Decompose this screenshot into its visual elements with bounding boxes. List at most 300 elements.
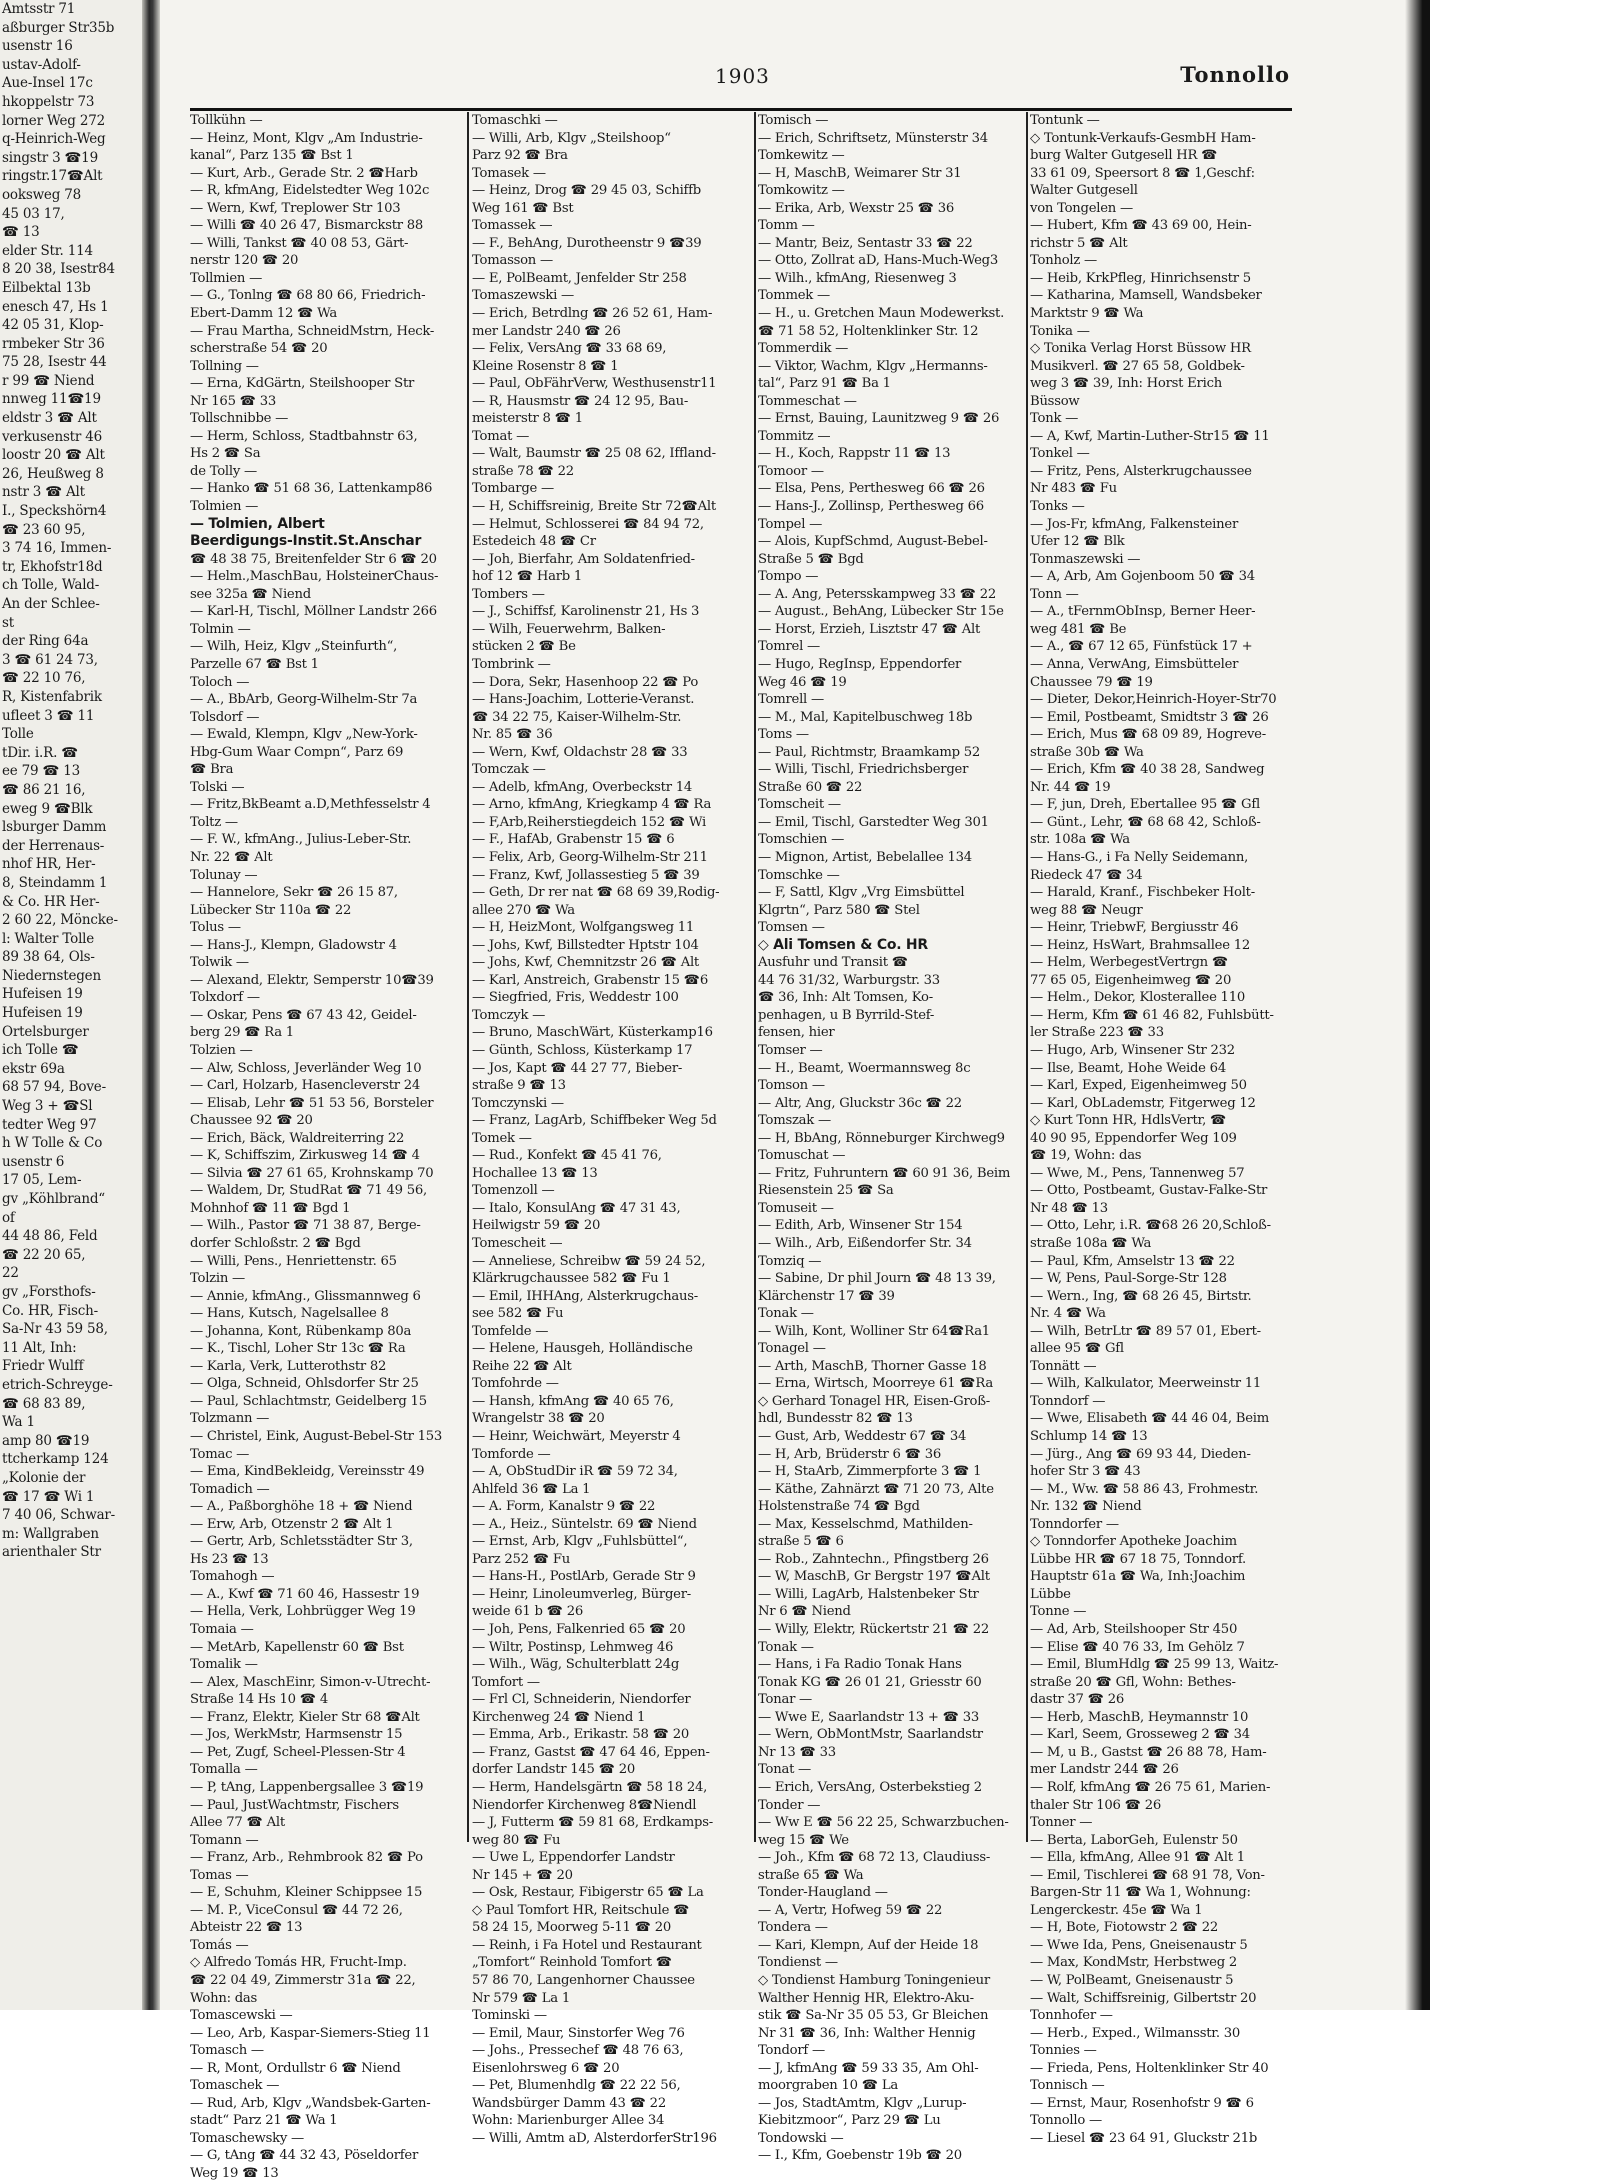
directory-entry: — Hans-H., PostlArb, Gerade Str 9 [472, 1569, 696, 1585]
directory-entry: Tomuschat — [758, 1148, 846, 1164]
directory-entry: Parzelle 67 ☎ Bst 1 [190, 656, 319, 672]
directory-entry: — K., Tischl, Loher Str 13c ☎ Ra [190, 1341, 406, 1357]
directory-entry: Nr 483 ☎ Fu [1030, 481, 1117, 497]
directory-entry: — Ema, KindBekleidg, Vereinsstr 49 [190, 1464, 425, 1480]
directory-entry: hofer Str 3 ☎ 43 [1030, 1464, 1141, 1480]
directory-entry: — Karl-H, Tischl, Möllner Landstr 266 [190, 604, 437, 620]
directory-entry: — Ww E ☎ 56 22 25, Schwarzbuchen- [758, 1815, 1009, 1831]
adjacent-page-line: 2 60 22, Möncke- [2, 912, 118, 929]
directory-entry: — Walt, Schiffsreinig, Gilbertstr 20 [1030, 1990, 1257, 2006]
directory-entry: Marktstr 9 ☎ Wa [1030, 306, 1144, 322]
adjacent-page-line: h W Tolle & Co [2, 1135, 103, 1152]
directory-entry: Tomczak — [472, 762, 546, 778]
directory-entry: 33 61 09, Speersort 8 ☎ 1,Geschf: [1030, 165, 1255, 181]
adjacent-page-line: lorner Weg 272 [2, 112, 105, 129]
directory-entry: — Paul, Richtmstr, Braamkamp 52 [758, 744, 980, 760]
directory-entry: thaler Str 106 ☎ 26 [1030, 1797, 1162, 1813]
adjacent-page-line: 89 38 64, Ols- [2, 949, 95, 966]
directory-entry: Walther Hennig HR, Elektro-Aku- [758, 1990, 974, 2006]
directory-entry: Tollning — [190, 358, 259, 374]
directory-entry: — G, tAng ☎ 44 32 43, Pöseldorfer [190, 2148, 418, 2164]
directory-entry: — Ernst, Bauing, Launitzweg 9 ☎ 26 [758, 411, 1000, 427]
adjacent-page-line: ttcherkamp 124 [2, 1451, 109, 1468]
directory-entry: Tomson — [758, 1078, 825, 1094]
directory-entry: — Siegfried, Fris, Weddestr 100 [472, 990, 679, 1006]
header-rule [190, 108, 1292, 111]
adjacent-page-line: 22 [2, 1265, 19, 1282]
directory-entry: Tominski — [472, 2008, 547, 2024]
directory-entry: Nr 48 ☎ 13 [1030, 1200, 1108, 1216]
directory-entry: — Hella, Verk, Lohbrügger Weg 19 [190, 1604, 416, 1620]
directory-entry: — Johs, Kwf, Billstedter Hptstr 104 [472, 937, 699, 953]
directory-entry: — Herm, Schloss, Stadtbahnstr 63, [190, 428, 418, 444]
directory-entry: — Erna, KdGärtn, Steilshooper Str [190, 376, 415, 392]
directory-entry: Klärkrugchaussee 582 ☎ Fu 1 [472, 1271, 671, 1287]
directory-entry: — Wiltr, Postinsp, Lehmweg 46 [472, 1639, 674, 1655]
directory-entry: Tomassek — [472, 218, 553, 234]
directory-entry: — Reinh, i Fa Hotel und Restaurant [472, 1937, 702, 1953]
directory-entry: — Emil, Maur, Sinstorfer Weg 76 [472, 2025, 685, 2041]
adjacent-page-line: ☎ 22 10 76, [2, 670, 86, 687]
directory-entry: Nr. 4 ☎ Wa [1030, 1306, 1106, 1322]
directory-entry: Mohnhof ☎ 11 ☎ Bgd 1 [190, 1200, 351, 1216]
directory-entry: — Heinz, Drog ☎ 29 45 03, Schiffb [472, 183, 701, 199]
directory-entry: — Bruno, MaschWärt, Küsterkamp16 [472, 1025, 713, 1041]
directory-entry: — Erich, Schriftsetz, Münsterstr 34 [758, 130, 988, 146]
directory-entry: Tonnies — [1030, 2043, 1097, 2059]
directory-entry: — Otto, Zollrat aD, Hans-Much-Weg3 [758, 253, 998, 269]
directory-entry: Tonnätt — [1030, 1358, 1097, 1374]
directory-entry: hdl, Bundesstr 82 ☎ 13 [758, 1411, 913, 1427]
directory-entry: Tonkel — [1030, 446, 1090, 462]
directory-entry: Tolmin — [190, 621, 251, 637]
directory-entry: — Käthe, Zahnärzt ☎ 71 20 73, Alte [758, 1481, 994, 1497]
directory-entry: — Carl, Holzarb, Hasencleverstr 24 [190, 1078, 421, 1094]
directory-entry: — Hans-J., Klempn, Gladowstr 4 [190, 937, 397, 953]
directory-entry: straße 20 ☎ Gfl, Wohn: Bethes- [1030, 1674, 1236, 1690]
adjacent-page-line: l: Walter Tolle [2, 930, 95, 947]
directory-entry: — Frau Martha, SchneidMstrn, Heck- [190, 323, 435, 339]
adjacent-page-line: verkusenstr 46 [2, 428, 103, 445]
directory-entry: Hs 2 ☎ Sa [190, 446, 261, 462]
directory-entry: — Osk, Restaur, Fibigerstr 65 ☎ La [472, 1885, 704, 1901]
column-divider [467, 112, 469, 1842]
directory-entry: — M, u B., Gastst ☎ 26 88 78, Ham- [1030, 1744, 1267, 1760]
adjacent-page-line: singstr 3 ☎19 [2, 149, 98, 166]
directory-entry: Tonks — [1030, 499, 1085, 515]
adjacent-page-line: Co. HR, Fisch- [2, 1302, 98, 1319]
directory-entry: — Otto, Postbeamt, Gustav-Falke-Str [1030, 1183, 1268, 1199]
directory-entry: — M., Mal, Kapitelbuschweg 18b [758, 709, 973, 725]
directory-entry: — Franz, Kwf, Jollassestieg 5 ☎ 39 [472, 867, 700, 883]
directory-entry: weg 3 ☎ 39, Inh: Horst Erich [1030, 376, 1222, 392]
adjacent-page-line: Amtsstr 71 [2, 1, 76, 17]
directory-entry: — R, Mont, Ordullstr 6 ☎ Niend [190, 2060, 401, 2076]
directory-entry: — Dora, Sekr, Hasenhoop 22 ☎ Po [472, 674, 699, 690]
adjacent-page-line: tedter Weg 97 [2, 1116, 97, 1133]
directory-entry: — Hans, i Fa Radio Tonak Hans [758, 1657, 962, 1673]
directory-entry: — F, jun, Dreh, Ebertallee 95 ☎ Gfl [1030, 797, 1260, 813]
column-divider [1026, 112, 1028, 1842]
directory-entry: penhagen, u B Byrrild-Stef- [758, 1007, 935, 1023]
directory-entry: Tomfelde — [472, 1323, 549, 1339]
directory-entry: burg Walter Gutgesell HR ☎ [1030, 148, 1218, 164]
directory-entry: weide 61 b ☎ 26 [472, 1604, 584, 1620]
directory-entry: — M., Ww. ☎ 58 86 43, Frohmestr. [1030, 1481, 1259, 1497]
directory-entry: — Edith, Arb, Winsener Str 154 [758, 1218, 963, 1234]
directory-entry: — Leo, Arb, Kaspar-Siemers-Stieg 11 [190, 2025, 431, 2041]
directory-entry: Nr. 22 ☎ Alt [190, 849, 273, 865]
directory-entry: — H, Schiffsreinig, Breite Str 72☎Alt [472, 499, 716, 515]
directory-entry: — Günth, Schloss, Küsterkamp 17 [472, 1042, 693, 1058]
directory-entry: Tonat — [758, 1762, 811, 1778]
directory-entry: — Erich, Betrdlng ☎ 26 52 61, Ham- [472, 306, 713, 322]
adjacent-page-line: ooksweg 78 [2, 186, 82, 203]
directory-entry: Tomszak — [758, 1113, 831, 1129]
directory-entry: — Emil, IHHAng, Alsterkrugchaus- [472, 1288, 698, 1304]
directory-entry: Parz 252 ☎ Fu [472, 1551, 570, 1567]
directory-entry: — Rud, Arb, Klgv „Wandsbek-Garten- [190, 2095, 431, 2111]
directory-entry: Kiebitzmoor“, Parz 29 ☎ Lu [758, 2113, 941, 2129]
directory-entry: Abteistr 22 ☎ 13 [190, 1920, 303, 1936]
directory-entry: Tondera — [758, 1920, 828, 1936]
directory-entry: — H, BbAng, Rönneburger Kirchweg9 [758, 1130, 1005, 1146]
directory-entry: Ahlfeld 36 ☎ La 1 [472, 1481, 591, 1497]
directory-entry: 77 65 05, Eigenheimweg ☎ 20 [1030, 972, 1232, 988]
adjacent-page-line: & Co. HR Her- [2, 893, 100, 910]
directory-entry: — Geth, Dr rer nat ☎ 68 69 39,Rodig- [472, 885, 720, 901]
directory-entry: straße 78 ☎ 22 [472, 463, 574, 479]
directory-entry: Tomac — [190, 1446, 250, 1462]
adjacent-page-line: 3 74 16, Immen- [2, 540, 112, 557]
directory-entry: — Hans-G., i Fa Nelly Seidemann, [1030, 849, 1249, 865]
adjacent-page-line: nstr 3 ☎ Alt [2, 484, 85, 501]
directory-entry: Weg 19 ☎ 13 [190, 2165, 279, 2181]
directory-entry: — Emma, Arb., Erikastr. 58 ☎ 20 [472, 1727, 690, 1743]
adjacent-page-line: m: Wallgraben [2, 1525, 99, 1542]
directory-entry: — Heinz, Mont, Klgv „Am Industrie- [190, 130, 423, 146]
directory-entry: richstr 5 ☎ Alt [1030, 235, 1128, 251]
directory-entry: Tomas — [190, 1867, 249, 1883]
directory-entry: Toloch — [190, 674, 250, 690]
directory-entry: — K, Schiffszim, Zirkusweg 14 ☎ 4 [190, 1148, 420, 1164]
directory-entry: — Kari, Klempn, Auf der Heide 18 [758, 1937, 979, 1953]
directory-entry: — Hugo, RegInsp, Eppendorfer [758, 656, 962, 672]
directory-entry: Tontunk — [1030, 113, 1100, 128]
directory-entry: — Mantr, Beiz, Sentastr 33 ☎ 22 [758, 235, 973, 251]
adjacent-page-line: der Ring 64a [2, 633, 89, 650]
directory-entry: straße 65 ☎ Wa [758, 1867, 864, 1883]
directory-entry: — Heinz, HsWart, Brahmsallee 12 [1030, 937, 1251, 953]
directory-entry: Tonak KG ☎ 26 01 21, Griesstr 60 [758, 1674, 982, 1690]
directory-entry: — Ewald, Klempn, Klgv „New-York- [190, 727, 418, 743]
directory-entry: Toms — [758, 727, 809, 743]
directory-entry: weg 15 ☎ We [758, 1832, 849, 1848]
directory-entry: — Emil, BlumHdlg ☎ 25 99 13, Waitz- [1030, 1657, 1279, 1673]
directory-entry: Tomaschki — [472, 113, 558, 128]
directory-entry: — Helm.,MaschBau, HolsteinerChaus- [190, 569, 439, 585]
adjacent-page-line: 8 20 38, Isestr84 [2, 261, 115, 278]
directory-entry: straße 5 ☎ 6 [758, 1534, 844, 1550]
directory-entry: Walter Gutgesell [1030, 183, 1138, 199]
directory-entry: — August., BehAng, Lübecker Str 15e [758, 604, 1004, 620]
directory-entry: „Tomfort“ Reinhold Tomfort ☎ [472, 1955, 672, 1971]
directory-column-4 [1030, 112, 1300, 2146]
directory-entry: ☎ 71 58 52, Holtenklinker Str. 12 [758, 323, 979, 339]
directory-entry: — Helm, WerbegestVertrgn ☎ [1030, 955, 1229, 971]
directory-entry: Tonagel — [758, 1341, 826, 1357]
directory-entry: Tonnisch — [1030, 2078, 1105, 2094]
directory-entry: — Paul, Schlachtmstr, Geidelberg 15 [190, 1393, 427, 1409]
adjacent-page-line: An der Schlee- [2, 596, 100, 612]
directory-entry: Eisenlohrsweg 6 ☎ 20 [472, 2060, 620, 2076]
directory-entry: Lübecker Str 110a ☎ 22 [190, 902, 352, 918]
directory-entry: Tomadich — [190, 1481, 270, 1497]
directory-entry: — Alois, KupfSchmd, August-Bebel- [758, 534, 988, 550]
adjacent-page-line: Tolle [2, 726, 34, 743]
directory-entry: — Hubert, Kfm ☎ 43 69 00, Hein- [1030, 218, 1252, 234]
directory-entry: — MetArb, Kapellenstr 60 ☎ Bst [190, 1639, 404, 1655]
directory-entry: ☎ 22 04 49, Zimmerstr 31a ☎ 22, [190, 1972, 416, 1988]
directory-entry: Tommitz — [758, 428, 831, 444]
adjacent-page-line: 8, Steindamm 1 [2, 874, 108, 891]
directory-entry: Weg 161 ☎ Bst [472, 200, 574, 216]
directory-entry: — Paul, JustWachtmstr, Fischers [190, 1797, 399, 1813]
directory-entry: — F, Sattl, Klgv „Vrg Eimsbüttel [758, 885, 965, 901]
directory-entry: Nr. 132 ☎ Niend [1030, 1499, 1142, 1515]
adjacent-page-line: der Herrenaus- [2, 837, 105, 854]
directory-entry: — Jos-Fr, kfmAng, Falkensteiner [1030, 516, 1238, 532]
directory-entry: Tomasch — [190, 2043, 264, 2059]
directory-entry: Tomser — [758, 1042, 823, 1058]
adjacent-page-line: enesch 47, Hs 1 [2, 298, 109, 315]
directory-column-3 [758, 112, 1023, 2164]
directory-entry: ler Straße 223 ☎ 33 [1030, 1025, 1164, 1041]
directory-entry: Straße 14 Hs 10 ☎ 4 [190, 1692, 328, 1708]
directory-entry: — Joh, Bierfahr, Am Soldatenfried- [472, 551, 695, 567]
directory-entry: Ufer 12 ☎ Blk [1030, 534, 1125, 550]
adjacent-page-line: R, Kistenfabrik [2, 688, 102, 705]
directory-entry: — Gust, Arb, Weddestr 67 ☎ 34 [758, 1429, 967, 1445]
adjacent-page-line: aßburger Str35b [2, 19, 115, 36]
adjacent-page-line: tr, Ekhofstr18d [2, 558, 103, 575]
directory-entry: — A., tFernmObInsp, Berner Heer- [1030, 604, 1256, 620]
directory-entry: — Berta, LaborGeh, Eulenstr 50 [1030, 1832, 1238, 1848]
directory-entry: — Alw, Schloss, Jeverländer Weg 10 [190, 1060, 422, 1076]
directory-entry: — Christel, Eink, August-Bebel-Str 153 [190, 1429, 443, 1445]
directory-entry: — Ella, kfmAng, Allee 91 ☎ Alt 1 [1030, 1850, 1245, 1866]
directory-entry: — Olga, Schneid, Ohlsdorfer Str 25 [190, 1376, 419, 1392]
directory-entry: Nr 6 ☎ Niend [758, 1604, 851, 1620]
directory-entry: — Emil, Postbeamt, Smidtstr 3 ☎ 26 [1030, 709, 1269, 725]
directory-entry: Tonn — [1030, 586, 1079, 602]
directory-entry: Tomann — [190, 1832, 259, 1848]
directory-entry: — Heib, KrkPfleg, Hinrichsenstr 5 [1030, 270, 1251, 286]
directory-entry: Tomfort — [472, 1674, 540, 1690]
directory-entry: — Max, KondMstr, Herbstweg 2 [1030, 1955, 1237, 1971]
directory-entry: Tondorf — [758, 2043, 825, 2059]
directory-entry: Nr 13 ☎ 33 [758, 1744, 836, 1760]
directory-entry: Tombrink — [472, 656, 551, 672]
directory-entry: Tolzin — [190, 1271, 245, 1287]
directory-entry: — Emil, Tischlerei ☎ 68 91 78, Von- [1030, 1867, 1265, 1883]
adjacent-page-line: tDir. i.R. ☎ [2, 744, 78, 761]
directory-entry: Tonar — [758, 1692, 812, 1708]
directory-entry: — Felix, Arb, Georg-Wilhelm-Str 211 [472, 849, 708, 865]
book-gutter [142, 0, 160, 2010]
directory-entry: Nr 165 ☎ 33 [190, 393, 277, 409]
directory-entry: Tomescheit — [472, 1236, 563, 1251]
directory-entry: Tolxdorf — [190, 990, 260, 1006]
directory-entry: Tommerdik — [758, 341, 849, 357]
directory-entry: Holstenstraße 74 ☎ Bgd [758, 1499, 920, 1515]
directory-entry: — Helm., Dekor, Klosterallee 110 [1030, 990, 1245, 1006]
directory-entry: Tomrell — [758, 692, 824, 708]
directory-entry: — Karl, Exped, Eigenheimweg 50 [1030, 1078, 1247, 1094]
directory-entry: Tomsen — [758, 920, 825, 936]
directory-entry: — Karl, Anstreich, Grabenstr 15 ☎6 [472, 972, 708, 988]
directory-entry: ◇ Tonndorfer Apotheke Joachim [1030, 1534, 1237, 1550]
directory-entry: Nr. 44 ☎ 19 [1030, 779, 1111, 795]
directory-entry: Tompo — [758, 569, 819, 585]
directory-entry: Tomkewitz — [758, 148, 845, 164]
directory-entry: — Erw, Arb, Otzenstr 2 ☎ Alt 1 [190, 1516, 394, 1532]
adjacent-page-line: ringstr.17☎Alt [2, 168, 103, 185]
directory-entry: Tolzien — [190, 1042, 253, 1058]
adjacent-page-line: arienthaler Str [2, 1544, 101, 1561]
directory-entry: Tonder — [758, 1797, 821, 1813]
directory-entry: see 325a ☎ Niend [190, 586, 311, 602]
adjacent-page-line: Ortelsburger [2, 1023, 89, 1040]
directory-entry: — H, StaArb, Zimmerpforte 3 ☎ 1 [758, 1464, 982, 1480]
adjacent-page-line: usenstr 6 [2, 1153, 65, 1170]
directory-entry: — Jos, Kapt ☎ 44 27 77, Bieber- [472, 1060, 683, 1076]
directory-entry: — Rolf, kfmAng ☎ 26 75 61, Marien- [1030, 1779, 1271, 1795]
directory-entry: tal“, Parz 91 ☎ Ba 1 [758, 376, 891, 392]
adjacent-page-line: Niedernstegen [2, 967, 101, 984]
directory-entry: — Sabine, Dr phil Journ ☎ 48 13 39, [758, 1271, 996, 1287]
directory-entry: Tomczynski — [472, 1095, 564, 1111]
directory-entry: — A, ObStudDir iR ☎ 59 72 34, [472, 1464, 678, 1480]
directory-entry: — Fritz, Fuhruntern ☎ 60 91 36, Beim [758, 1165, 1011, 1181]
directory-entry: — Erich, Kfm ☎ 40 38 28, Sandweg [1030, 762, 1265, 778]
adjacent-page-line: I., Speckshörn4 [2, 503, 107, 520]
directory-entry: — Wwe, M., Pens, Tannenweg 57 [1030, 1165, 1245, 1181]
directory-entry: — Silvia ☎ 27 61 65, Krohnskamp 70 [190, 1165, 434, 1181]
directory-entry: — A, Kwf, Martin-Luther-Str15 ☎ 11 [1030, 428, 1270, 444]
directory-entry: — Felix, VersAng ☎ 33 68 69, [472, 341, 667, 357]
directory-entry: Tolwik — [190, 955, 249, 971]
adjacent-page-line: amp 80 ☎19 [2, 1432, 90, 1449]
directory-entry: Büssow [1030, 393, 1080, 409]
adjacent-page-line: hkoppelstr 73 [2, 93, 95, 110]
directory-entry: — H, Bote, Fiotowstr 2 ☎ 22 [1030, 1920, 1219, 1936]
adjacent-page-line: nnweg 11☎19 [2, 391, 101, 408]
adjacent-page-line: gv „Köhlbrand“ [2, 1191, 105, 1207]
directory-entry: Tonndorf — [1030, 1393, 1106, 1409]
directory-entry: von Tongelen — [1030, 200, 1133, 216]
directory-entry: — Elsa, Pens, Perthesweg 66 ☎ 26 [758, 481, 985, 497]
directory-entry: — Wwe, Elisabeth ☎ 44 46 04, Beim [1030, 1411, 1270, 1427]
directory-entry: — A., Kwf ☎ 71 60 46, Hassestr 19 [190, 1586, 420, 1602]
adjacent-page-line: eweg 9 ☎Blk [2, 800, 93, 817]
directory-entry: — F,Arb,Reiherstiegdeich 152 ☎ Wi [472, 814, 707, 830]
directory-entry: Riesenstein 25 ☎ Sa [758, 1183, 894, 1199]
adjacent-page-line: gv „Forsthofs- [2, 1283, 96, 1300]
directory-entry: Kleine Rosenstr 8 ☎ 1 [472, 358, 619, 374]
directory-entry: mer Landstr 240 ☎ 26 [472, 323, 621, 339]
directory-entry: — Helene, Hausgeh, Holländische [472, 1341, 693, 1357]
column-divider [754, 112, 756, 1842]
directory-entry: — A., ☎ 67 12 65, Fünfstück 17 + [1030, 639, 1253, 655]
directory-entry: Tonndorfer — [1030, 1516, 1119, 1532]
directory-entry: stadt“ Parz 21 ☎ Wa 1 [190, 2113, 338, 2129]
adjacent-page-line: st [2, 614, 14, 631]
directory-entry: hof 12 ☎ Harb 1 [472, 569, 583, 585]
directory-entry: — Wilh., Pastor ☎ 71 38 87, Berge- [190, 1218, 421, 1234]
directory-entry: — Fritz,BkBeamt a.D,Methfesselstr 4 [190, 797, 431, 813]
directory-entry: — Heinr, Linoleumverleg, Bürger- [472, 1586, 691, 1602]
directory-entry: — H., u. Gretchen Maun Modewerkst. [758, 306, 1005, 322]
directory-entry: fensen, hier [758, 1025, 835, 1041]
adjacent-page-line: elder Str. 114 [2, 242, 93, 259]
adjacent-page-line: 3 ☎ 61 24 73, [2, 651, 98, 668]
adjacent-page-line: 17 05, Lem- [2, 1172, 82, 1189]
directory-entry: Beerdigungs-Instit.St.Anschar [190, 533, 422, 550]
directory-entry: Tomschke — [758, 867, 840, 883]
directory-entry: Chaussee 79 ☎ 19 [1030, 674, 1153, 690]
directory-entry: stücken 2 ☎ Be [472, 639, 576, 655]
adjacent-page-line: ☎ 68 83 89, [2, 1395, 86, 1412]
directory-entry: ◇ Kurt Tonn HR, HdlsVertr, ☎ [1030, 1113, 1227, 1129]
adjacent-page-line: Eilbektal 13b [2, 279, 91, 296]
directory-entry: weg 481 ☎ Be [1030, 621, 1127, 637]
directory-entry: — Italo, KonsulAng ☎ 47 31 43, [472, 1200, 681, 1216]
directory-entry: — A, Arb, Am Gojenboom 50 ☎ 34 [1030, 569, 1255, 585]
directory-column-1 [190, 112, 462, 2181]
page-number: 1903 [715, 64, 770, 88]
directory-entry: Tomaia — [190, 1622, 254, 1638]
directory-entry: — Hannelore, Sekr ☎ 26 15 87, [190, 885, 398, 901]
directory-entry: — F., BehAng, Durotheenstr 9 ☎39 [472, 235, 702, 251]
directory-entry: — Johanna, Kont, Rübenkamp 80a [190, 1323, 412, 1339]
directory-entry: — A. Form, Kanalstr 9 ☎ 22 [472, 1499, 656, 1515]
adjacent-page-line: „Kolonie der [2, 1469, 86, 1486]
adjacent-page-line: Hufeisen 19 [2, 1005, 83, 1022]
directory-entry: — Harald, Kranf., Fischbeker Holt- [1030, 885, 1255, 901]
directory-entry: — A., Heiz., Süntelstr. 69 ☎ Niend [472, 1516, 697, 1532]
directory-entry: — Günt., Lehr, ☎ 68 68 42, Schloß- [1030, 814, 1261, 830]
adjacent-page-line: ich Tolle ☎ [2, 1042, 79, 1059]
directory-entry: Hbg-Gum Waar Compn“, Parz 69 [190, 744, 404, 760]
directory-entry: — Wilh., Wäg, Schulterblatt 24g [472, 1657, 680, 1673]
directory-entry: — Jürg., Ang ☎ 69 93 44, Dieden- [1030, 1446, 1251, 1462]
directory-entry: — J, Futterm ☎ 59 81 68, Erdkamps- [472, 1815, 713, 1831]
directory-entry: Nr 145 + ☎ 20 [472, 1867, 573, 1883]
directory-entry: ◇ Gerhard Tonagel HR, Eisen-Groß- [758, 1393, 990, 1409]
directory-entry: — Wern, Kwf, Treplower Str 103 [190, 200, 401, 216]
directory-entry: Wohn: das [190, 1990, 258, 2006]
directory-entry: ◇ Alfredo Tomás HR, Frucht-Imp. [190, 1955, 407, 1971]
directory-entry: — Joh, Pens, Falkenried 65 ☎ 20 [472, 1622, 686, 1638]
directory-entry: dorfer Landstr 145 ☎ 20 [472, 1762, 635, 1778]
directory-entry: — Helmut, Schlosserei ☎ 84 94 72, [472, 516, 704, 532]
adjacent-page-line: ☎ 22 20 65, [2, 1246, 86, 1263]
adjacent-page-line: rmbeker Str 36 [2, 335, 105, 352]
directory-entry: de Tolly — [190, 463, 257, 479]
directory-entry: Ebert-Damm 12 ☎ Wa [190, 306, 337, 322]
directory-entry: ☎ 36, Inh: Alt Tomsen, Ko- [758, 990, 933, 1006]
